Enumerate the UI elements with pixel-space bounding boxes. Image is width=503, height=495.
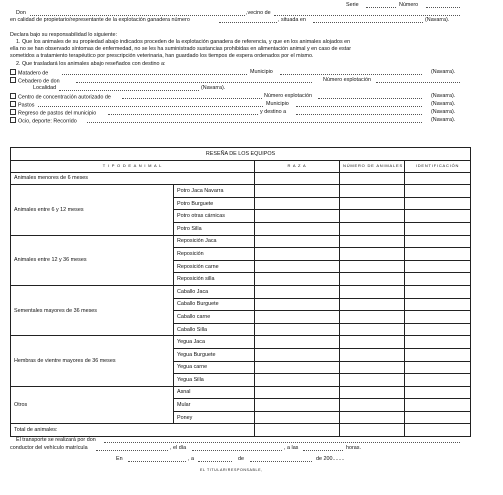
dest-matadero[interactable] bbox=[10, 69, 48, 77]
regreso-field[interactable] bbox=[108, 114, 258, 115]
ident-cell[interactable] bbox=[405, 185, 471, 198]
raza-cell[interactable] bbox=[255, 361, 340, 374]
de-label: de bbox=[238, 456, 244, 462]
col-numero-animales: NÚMERO DE ANIMALES bbox=[340, 160, 405, 172]
situada-field[interactable] bbox=[313, 22, 423, 23]
animal-type: Yegua Silla bbox=[174, 374, 255, 387]
ident-cell[interactable] bbox=[405, 311, 471, 324]
animal-type: Potro Silla bbox=[174, 222, 255, 235]
table-row bbox=[11, 336, 471, 349]
raza-cell[interactable] bbox=[255, 172, 340, 185]
pastos-field[interactable] bbox=[38, 106, 263, 107]
col-raza: R A Z A bbox=[255, 160, 340, 172]
centro-field[interactable] bbox=[122, 98, 262, 99]
group-label: Sementales mayores de 36 meses bbox=[11, 285, 174, 335]
raza-cell[interactable] bbox=[255, 210, 340, 223]
raza-cell[interactable] bbox=[255, 273, 340, 286]
mes-field[interactable] bbox=[250, 461, 312, 462]
transporte-label: El transporte se realizará por don bbox=[16, 437, 96, 443]
raza-cell[interactable] bbox=[255, 298, 340, 311]
matadero-field[interactable] bbox=[62, 74, 247, 75]
ident-cell[interactable] bbox=[405, 197, 471, 210]
ident-cell[interactable] bbox=[405, 348, 471, 361]
dest-pastos[interactable] bbox=[10, 101, 34, 109]
numero-explotacion-label: Número explotación bbox=[323, 77, 371, 83]
numero-cell[interactable] bbox=[340, 210, 405, 223]
numero-cell[interactable] bbox=[340, 172, 405, 185]
centro-label: Centro de concentración autorizado de bbox=[18, 94, 111, 101]
municipio-label: Municipio bbox=[266, 101, 289, 107]
dest-ocio[interactable] bbox=[10, 117, 77, 125]
numero-cell[interactable] bbox=[340, 361, 405, 374]
el-dia-label: , el día bbox=[170, 445, 187, 451]
numero-cell[interactable] bbox=[340, 248, 405, 261]
row-label: Animales menores de 6 meses bbox=[11, 172, 255, 185]
vecino-field[interactable] bbox=[274, 15, 460, 16]
animal-type: Potro otras cárnicas bbox=[174, 210, 255, 223]
raza-cell[interactable] bbox=[255, 185, 340, 198]
declaration-p1-line3: sometidos a tratamiento terapéutico por prescripción veterinaria, han guardado los tiempos de espera ordenados por el mismo. bbox=[10, 53, 314, 59]
group-label: Animales entre 12 y 36 meses bbox=[11, 235, 174, 285]
pastos-municipio-field[interactable] bbox=[296, 106, 422, 107]
ident-cell[interactable] bbox=[405, 210, 471, 223]
cebadero-field[interactable] bbox=[76, 82, 312, 83]
numero-cell[interactable] bbox=[340, 348, 405, 361]
propietario-text: en calidad de propietario/representante de la explotación ganadera número bbox=[10, 17, 190, 23]
centro-explotacion-field[interactable] bbox=[318, 98, 422, 99]
regreso-destino-field[interactable] bbox=[296, 114, 422, 115]
horas-label: horas. bbox=[346, 445, 361, 451]
ocio-field[interactable] bbox=[87, 122, 422, 123]
ident-cell[interactable] bbox=[405, 386, 471, 399]
ident-cell[interactable] bbox=[405, 336, 471, 349]
ident-cell[interactable] bbox=[405, 172, 471, 185]
conductor-label: conductor del vehículo matrícula bbox=[10, 445, 88, 451]
declaration-p1-line1: 1. Que los animales de su propiedad abajo indicados proceden de la explotación ganadera de referencia, y que en los animales alojados en bbox=[16, 39, 351, 45]
table-row bbox=[11, 386, 471, 399]
centro-checkbox[interactable] bbox=[10, 93, 16, 99]
raza-cell[interactable] bbox=[255, 336, 340, 349]
numero-cell[interactable] bbox=[340, 298, 405, 311]
navarra-label: (Navarra). bbox=[431, 109, 456, 115]
animal-type: Yegua carne bbox=[174, 361, 255, 374]
matadero-checkbox[interactable] bbox=[10, 69, 16, 75]
numero-cell[interactable] bbox=[340, 399, 405, 412]
table-row bbox=[11, 172, 471, 185]
total-ident-cell[interactable] bbox=[405, 424, 471, 437]
ident-cell[interactable] bbox=[405, 411, 471, 424]
declaration-intro: Declara bajo su responsabilidad lo siguiente: bbox=[10, 32, 117, 38]
situada-label: , situada en bbox=[278, 17, 306, 23]
raza-cell[interactable] bbox=[255, 222, 340, 235]
animal-type: Reposición Jaca bbox=[174, 235, 255, 248]
ident-cell[interactable] bbox=[405, 222, 471, 235]
equipos-table bbox=[10, 147, 471, 437]
numero-cell[interactable] bbox=[340, 386, 405, 399]
explotacion-numero-field[interactable] bbox=[219, 22, 277, 23]
numero-cell[interactable] bbox=[340, 311, 405, 324]
col-identificacion: IDENTIFICACIÓN bbox=[405, 160, 471, 172]
table-row bbox=[11, 235, 471, 248]
animal-type: Reposición carne bbox=[174, 260, 255, 273]
raza-cell[interactable] bbox=[255, 311, 340, 324]
numero-cell[interactable] bbox=[340, 260, 405, 273]
table-title: RESEÑA DE LOS EQUIPOS bbox=[11, 148, 471, 161]
numero-cell[interactable] bbox=[340, 273, 405, 286]
numero-cell[interactable] bbox=[340, 336, 405, 349]
numero-label: Número bbox=[399, 2, 419, 8]
transporte-field[interactable] bbox=[104, 442, 460, 443]
pastos-label: Pastos bbox=[18, 102, 35, 109]
hora-field[interactable] bbox=[303, 450, 343, 451]
lugar-field[interactable] bbox=[128, 461, 186, 462]
firma-label: EL TITULAR/RESPONSABLE, bbox=[200, 468, 263, 472]
ident-cell[interactable] bbox=[405, 298, 471, 311]
localidad-field[interactable] bbox=[59, 90, 199, 91]
ident-cell[interactable] bbox=[405, 285, 471, 298]
raza-cell[interactable] bbox=[255, 348, 340, 361]
raza-cell[interactable] bbox=[255, 399, 340, 412]
pastos-checkbox[interactable] bbox=[10, 101, 16, 107]
table-row bbox=[11, 285, 471, 298]
ocio-label: Ocio, deporte: Recorrido bbox=[18, 118, 77, 125]
declaration-p2: 2. Que trasladará los animales abajo reseñados con destino a: bbox=[16, 61, 166, 67]
navarra-label: (Navarra). bbox=[431, 93, 456, 99]
numero-field[interactable] bbox=[426, 7, 460, 8]
serie-field[interactable] bbox=[366, 7, 396, 8]
animal-type: Yegua Jaca bbox=[174, 336, 255, 349]
dia-field[interactable] bbox=[192, 450, 282, 451]
animal-type: Potro Jaca Navarra bbox=[174, 185, 255, 198]
ident-cell[interactable] bbox=[405, 323, 471, 336]
animal-type: Poney bbox=[174, 411, 255, 424]
declaration-p1-line2: ella no se han observado síntomas de enfermedad, no se les ha suministrado sustancias prohibidas en alimentación animal y en caso de estar bbox=[10, 46, 352, 52]
ident-cell[interactable] bbox=[405, 235, 471, 248]
table-row bbox=[11, 185, 471, 198]
group-label: Hembras de vientre mayores de 36 meses bbox=[11, 336, 174, 386]
animal-type: Yegua Burguete bbox=[174, 348, 255, 361]
dest-regreso[interactable] bbox=[10, 109, 96, 117]
a-las-label: , a las bbox=[284, 445, 299, 451]
animal-type: Mular bbox=[174, 399, 255, 412]
total-label: Total de animales: bbox=[11, 424, 255, 437]
en-label: En bbox=[116, 456, 123, 462]
navarra-label: (Navarra). bbox=[431, 117, 456, 123]
dest-cebadero[interactable] bbox=[10, 77, 60, 85]
raza-cell[interactable] bbox=[255, 235, 340, 248]
numero-cell[interactable] bbox=[340, 222, 405, 235]
numero-cell[interactable] bbox=[340, 323, 405, 336]
cebadero-label: Cebadero de don bbox=[18, 78, 60, 85]
matricula-field[interactable] bbox=[96, 450, 168, 451]
raza-cell[interactable] bbox=[255, 411, 340, 424]
ident-cell[interactable] bbox=[405, 399, 471, 412]
navarra-label: (Navarra). bbox=[425, 17, 450, 23]
ident-cell[interactable] bbox=[405, 248, 471, 261]
matadero-municipio-field[interactable] bbox=[280, 74, 422, 75]
regreso-label: Regreso de pastos del municipio bbox=[18, 110, 97, 117]
raza-cell[interactable] bbox=[255, 386, 340, 399]
cebadero-explotacion-field[interactable] bbox=[376, 82, 460, 83]
numero-explotacion-label: Número explotación bbox=[264, 93, 312, 99]
ident-cell[interactable] bbox=[405, 361, 471, 374]
navarra-label: (Navarra). bbox=[431, 101, 456, 107]
raza-cell[interactable] bbox=[255, 285, 340, 298]
navarra-label: (Navarra). bbox=[201, 85, 226, 91]
numero-cell[interactable] bbox=[340, 411, 405, 424]
ident-cell[interactable] bbox=[405, 273, 471, 286]
vecino-label: ,vecino de bbox=[246, 10, 271, 16]
numero-cell[interactable] bbox=[340, 185, 405, 198]
numero-cell[interactable] bbox=[340, 235, 405, 248]
don-label: Don bbox=[16, 10, 26, 16]
table-row-total bbox=[11, 424, 471, 437]
localidad-label: Localidad bbox=[33, 85, 57, 91]
animal-type: Caballo carne bbox=[174, 311, 255, 324]
raza-cell[interactable] bbox=[255, 197, 340, 210]
ident-cell[interactable] bbox=[405, 374, 471, 387]
cebadero-checkbox[interactable] bbox=[10, 77, 16, 83]
numero-cell[interactable] bbox=[340, 197, 405, 210]
a-label: , a bbox=[188, 456, 194, 462]
total-raza-cell[interactable] bbox=[255, 424, 340, 437]
y-destino-label: y destino a bbox=[260, 109, 287, 115]
serie-label: Serie bbox=[346, 2, 359, 8]
animal-type: Caballo Jaca bbox=[174, 285, 255, 298]
animal-type: Caballo Burguete bbox=[174, 298, 255, 311]
numero-cell[interactable] bbox=[340, 374, 405, 387]
don-field[interactable] bbox=[30, 15, 245, 16]
group-label: Animales entre 6 y 12 meses bbox=[11, 185, 174, 235]
numero-cell[interactable] bbox=[340, 285, 405, 298]
animal-type: Reposición silla bbox=[174, 273, 255, 286]
dia-firma-field[interactable] bbox=[198, 461, 232, 462]
ident-cell[interactable] bbox=[405, 260, 471, 273]
municipio-label: Municipio bbox=[250, 69, 273, 75]
raza-cell[interactable] bbox=[255, 323, 340, 336]
ocio-checkbox[interactable] bbox=[10, 117, 16, 123]
group-label: Otros bbox=[11, 386, 174, 424]
regreso-checkbox[interactable] bbox=[10, 109, 16, 115]
animal-type: Caballo Silla bbox=[174, 323, 255, 336]
anio-label: de 200........ bbox=[316, 456, 345, 462]
raza-cell[interactable] bbox=[255, 260, 340, 273]
matadero-label: Matadero de bbox=[18, 70, 49, 77]
total-numero-cell[interactable] bbox=[340, 424, 405, 437]
animal-type: Potro Burguete bbox=[174, 197, 255, 210]
dest-centro[interactable] bbox=[10, 93, 111, 101]
raza-cell[interactable] bbox=[255, 374, 340, 387]
raza-cell[interactable] bbox=[255, 248, 340, 261]
col-tipo-animal: T I P O D E A N I M A L bbox=[11, 160, 255, 172]
navarra-label: (Navarra). bbox=[431, 69, 456, 75]
animal-type: Reposición bbox=[174, 248, 255, 261]
animal-type: Asnal bbox=[174, 386, 255, 399]
